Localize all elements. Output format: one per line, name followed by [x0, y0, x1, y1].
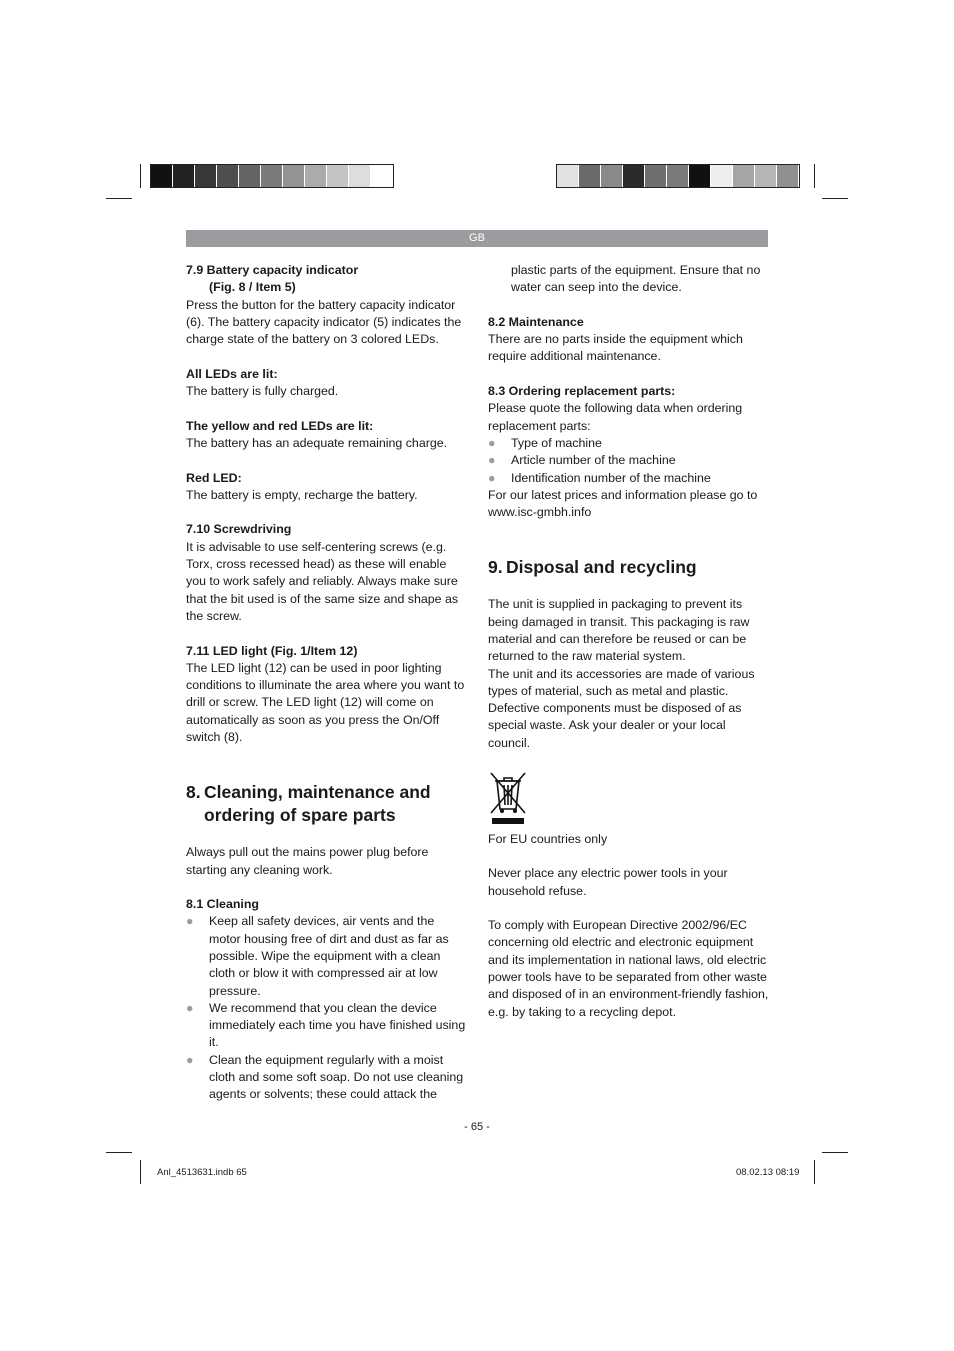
- section-8-title-line1: Cleaning, maintenance and: [204, 781, 431, 802]
- section-8-2-text: There are no parts inside the equipment which require additional maintenance.: [488, 332, 743, 364]
- color-swatch: [689, 165, 711, 187]
- weee-crossed-bin-icon: [488, 771, 528, 825]
- color-swatch: [217, 165, 239, 187]
- color-swatch-strip-left: [150, 164, 394, 188]
- all-leds-title: All LEDs are lit:: [186, 366, 278, 381]
- section-9-number: 9.: [488, 557, 503, 578]
- language-bar: GB: [186, 230, 768, 247]
- color-swatch: [195, 165, 217, 187]
- bullet-icon: ●: [488, 453, 496, 468]
- color-swatch: [261, 165, 283, 187]
- bullet-icon: ●: [488, 470, 496, 485]
- crop-mark: [814, 1160, 815, 1184]
- list-item: ● We recommend that you clean the device immediately each time you have finished using it.: [186, 1000, 466, 1050]
- color-swatch: [173, 165, 195, 187]
- all-leds-text: The battery is fully charged.: [186, 384, 339, 399]
- list-item: ● Keep all safety devices, air vents and the motor housing free of dirt and dust as far as possible. Wipe the equipment with a clean cloth or blow it with compressed air at low pressure.: [186, 914, 449, 998]
- yellow-red-leds-title: The yellow and red LEDs are lit:: [186, 418, 374, 433]
- color-swatch: [283, 165, 305, 187]
- cleaning-bullet-list: [186, 913, 468, 1103]
- color-swatch: [371, 165, 393, 187]
- bullet-icon: ●: [186, 1052, 194, 1067]
- section-7-9-title-ref: (Fig. 8 / Item 5): [209, 280, 296, 295]
- red-led-text: The battery is empty, recharge the battery.: [186, 487, 418, 502]
- print-timestamp: 08.02.13 08:19: [736, 1167, 800, 1178]
- bullet-icon: ●: [186, 914, 194, 929]
- section-8-number: 8.: [186, 781, 201, 802]
- list-item: ● Identification number of the machine: [488, 470, 770, 487]
- print-file-name: Anl_4513631.indb 65: [157, 1167, 247, 1178]
- section-7-10-text: It is advisable to use self-centering screws (e.g. Torx, cross recessed head) as these will enable you to work safely and reliably. Always make sure that the bit used is of the same size and shape as the screw.: [186, 539, 459, 623]
- color-swatch: [711, 165, 733, 187]
- section-8-1-continuation: plastic parts of the equipment. Ensure that no water can seep into the device.: [511, 263, 761, 295]
- color-swatch: [327, 165, 349, 187]
- color-swatch: [645, 165, 667, 187]
- household-refuse-warning: Never place any electric power tools in your household refuse.: [488, 866, 728, 898]
- color-swatch: [755, 165, 777, 187]
- replacement-parts-bullet-list: [488, 435, 770, 487]
- bullet-icon: ●: [488, 435, 496, 450]
- crop-mark: [822, 1152, 848, 1153]
- section-7-10-title: 7.10 Screwdriving: [186, 522, 292, 537]
- section-7-11-text: The LED light (12) can be used in poor lighting conditions to illuminate the area where you want to drill or screw. The LED light (12) will come on automatically as soon as you press the On/Off switch (8).: [186, 660, 465, 745]
- section-9-heading: [488, 556, 770, 579]
- crop-mark: [814, 164, 815, 188]
- disposal-paragraph-1: The unit is supplied in packaging to prevent its being damaged in transit. This packaging is raw material and can therefore be reused or can be returned to the raw material system.: [488, 597, 750, 664]
- color-swatch: [151, 165, 173, 187]
- section-8-1-title: 8.1 Cleaning: [186, 897, 259, 912]
- crop-mark: [106, 1152, 132, 1153]
- color-swatch: [579, 165, 601, 187]
- left-column: [186, 262, 468, 1104]
- crop-mark: [106, 198, 132, 199]
- list-item: ● Clean the equipment regularly with a moist cloth and some soft soap. Do not use cleaning agents or solvents; these could attack the: [186, 1052, 464, 1102]
- section-8-2-title: 8.2 Maintenance: [488, 314, 584, 329]
- right-column: [488, 262, 770, 1021]
- eu-countries-note: For EU countries only: [488, 831, 608, 846]
- color-swatch: [667, 165, 689, 187]
- color-swatch: [601, 165, 623, 187]
- red-led-title: Red LED:: [186, 470, 242, 485]
- crop-mark: [822, 198, 848, 199]
- list-item: ● Article number of the machine: [488, 452, 770, 469]
- section-9-title: Disposal and recycling: [506, 557, 697, 578]
- section-8-3-text: Please quote the following data when ordering replacement parts:: [488, 401, 743, 433]
- yellow-red-leds-text: The battery has an adequate remaining charge.: [186, 435, 448, 450]
- color-swatch: [305, 165, 327, 187]
- section-7-11-title: 7.11 LED light (Fig. 1/Item 12): [186, 643, 358, 658]
- crop-mark: [140, 1160, 141, 1184]
- list-item: ● Type of machine: [488, 435, 770, 452]
- color-swatch: [623, 165, 645, 187]
- section-7-9-text: Press the button for the battery capacity indicator (6). The battery capacity indicator (5) indicates the charge state of the battery on 3 colored LEDs.: [186, 297, 462, 347]
- eu-directive-text: To comply with European Directive 2002/96/EC concerning old electric and electronic equipment and its implementation in national laws, old electric power tools have to be separated from other waste and disposed of in an environment-friendly fashion, e.g. by taking to a recycling depot.: [488, 918, 769, 1019]
- section-8-intro: Always pull out the mains power plug before starting any cleaning work.: [186, 845, 429, 877]
- section-8-3-title: 8.3 Ordering replacement parts:: [488, 384, 676, 399]
- section-8-heading: [186, 781, 468, 827]
- color-swatch-strip-right: [556, 164, 800, 188]
- disposal-paragraph-2: The unit and its accessories are made of various types of material, such as metal and plastic. Defective components must be disposed of as special waste. Ask your dealer or your local council.: [488, 666, 755, 750]
- color-swatch: [777, 165, 799, 187]
- section-8-3-footer: For our latest prices and information please go to www.isc-gmbh.info: [488, 487, 758, 520]
- color-swatch: [557, 165, 579, 187]
- color-swatch: [349, 165, 371, 187]
- color-swatch: [239, 165, 261, 187]
- crop-mark: [140, 164, 141, 188]
- page-number: - 65 -: [464, 1121, 490, 1133]
- bullet-icon: ●: [186, 1000, 194, 1015]
- section-7-9-title: 7.9 Battery capacity indicator: [186, 263, 359, 277]
- color-swatch: [733, 165, 755, 187]
- section-8-title-line2: ordering of spare parts: [204, 804, 396, 825]
